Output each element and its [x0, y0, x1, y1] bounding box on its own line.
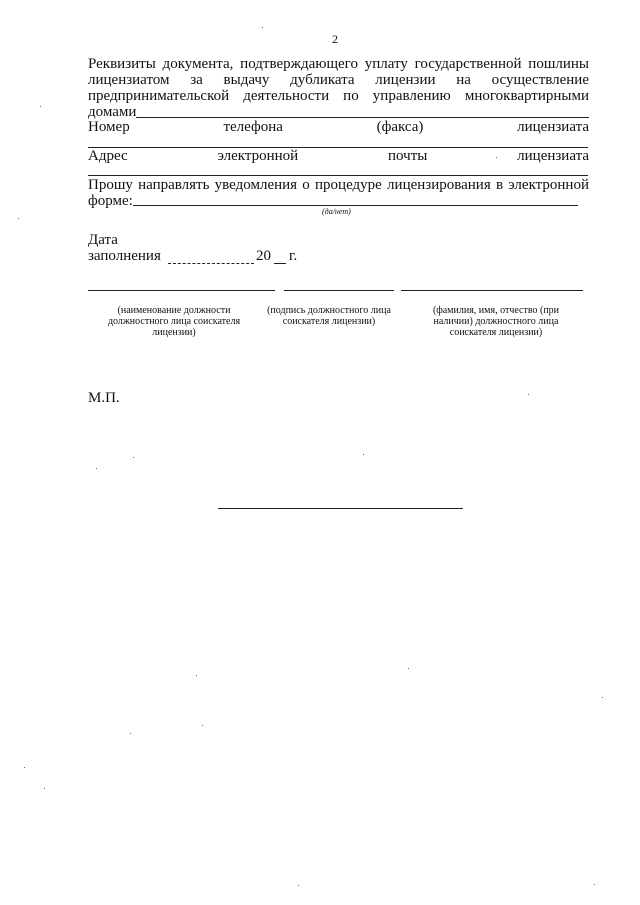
scan-speck — [202, 725, 203, 726]
fullname-line[interactable] — [401, 290, 583, 291]
notify-line-1: Прошу направлять уведомления о процедуре лицензирования в электронной — [88, 177, 589, 193]
notify-line-2: форме: — [88, 193, 133, 209]
date-label-2: заполнения — [88, 248, 161, 264]
payment-line-4: домами — [88, 104, 137, 120]
email-row — [88, 148, 589, 164]
scan-speck — [298, 885, 299, 886]
scan-speck — [24, 767, 25, 768]
scan-speck — [130, 733, 131, 734]
scan-speck — [262, 27, 263, 28]
date-day-month-field[interactable] — [168, 263, 254, 264]
notify-answer-field[interactable] — [133, 205, 578, 206]
scan-speck — [496, 157, 497, 158]
email-word-1: Адрес — [88, 148, 128, 164]
signature-caption: (подпись должностного лица соискателя лицензии) — [267, 305, 391, 327]
scan-speck — [408, 668, 409, 669]
scan-speck — [133, 457, 134, 458]
scan-speck — [528, 394, 529, 395]
payment-line-1: Реквизиты документа, подтверждающего уплату государственной пошлины — [88, 56, 589, 72]
phone-word-3: (факса) — [376, 119, 424, 135]
phone-word-2: телефона — [223, 119, 283, 135]
signature-line[interactable] — [284, 290, 394, 291]
scan-speck — [44, 788, 45, 789]
email-word-4: лицензиата — [517, 148, 589, 164]
page-number: 2 — [332, 32, 338, 46]
payment-requisites-paragraph — [88, 56, 589, 120]
scan-speck — [40, 106, 41, 107]
payment-line-3: предпринимательской деятельности по управлению многоквартирными — [88, 88, 589, 104]
date-year-prefix: 20 — [256, 248, 271, 264]
notify-hint: (да/нет) — [322, 207, 351, 216]
fullname-caption: (фамилия, имя, отчество (при наличии) должностного лица соискателя лицензии) — [432, 305, 560, 338]
phone-row — [88, 119, 589, 135]
email-word-2: электронной — [217, 148, 299, 164]
date-year-suffix: г. — [289, 248, 298, 264]
scan-speck — [363, 454, 364, 455]
email-word-3: почты — [388, 148, 428, 164]
date-label-1: Дата — [88, 232, 118, 248]
seal-label: М.П. — [88, 390, 120, 406]
date-year-field[interactable] — [274, 263, 286, 264]
payment-line-2: лицензиатом за выдачу дубликата лицензии на осуществление — [88, 72, 589, 88]
scan-speck — [594, 884, 595, 885]
scan-speck — [196, 675, 197, 676]
position-caption: (наименование должности должностного лица соискателя лицензии) — [107, 305, 241, 338]
phone-word-4: лицензиата — [517, 119, 589, 135]
closing-separator — [218, 508, 463, 509]
email-field[interactable] — [88, 175, 588, 176]
scan-speck — [602, 697, 603, 698]
phone-word-1: Номер — [88, 119, 130, 135]
scan-speck — [18, 218, 19, 219]
position-line[interactable] — [88, 290, 275, 291]
payment-details-field[interactable] — [136, 117, 589, 118]
scan-speck — [96, 468, 97, 469]
